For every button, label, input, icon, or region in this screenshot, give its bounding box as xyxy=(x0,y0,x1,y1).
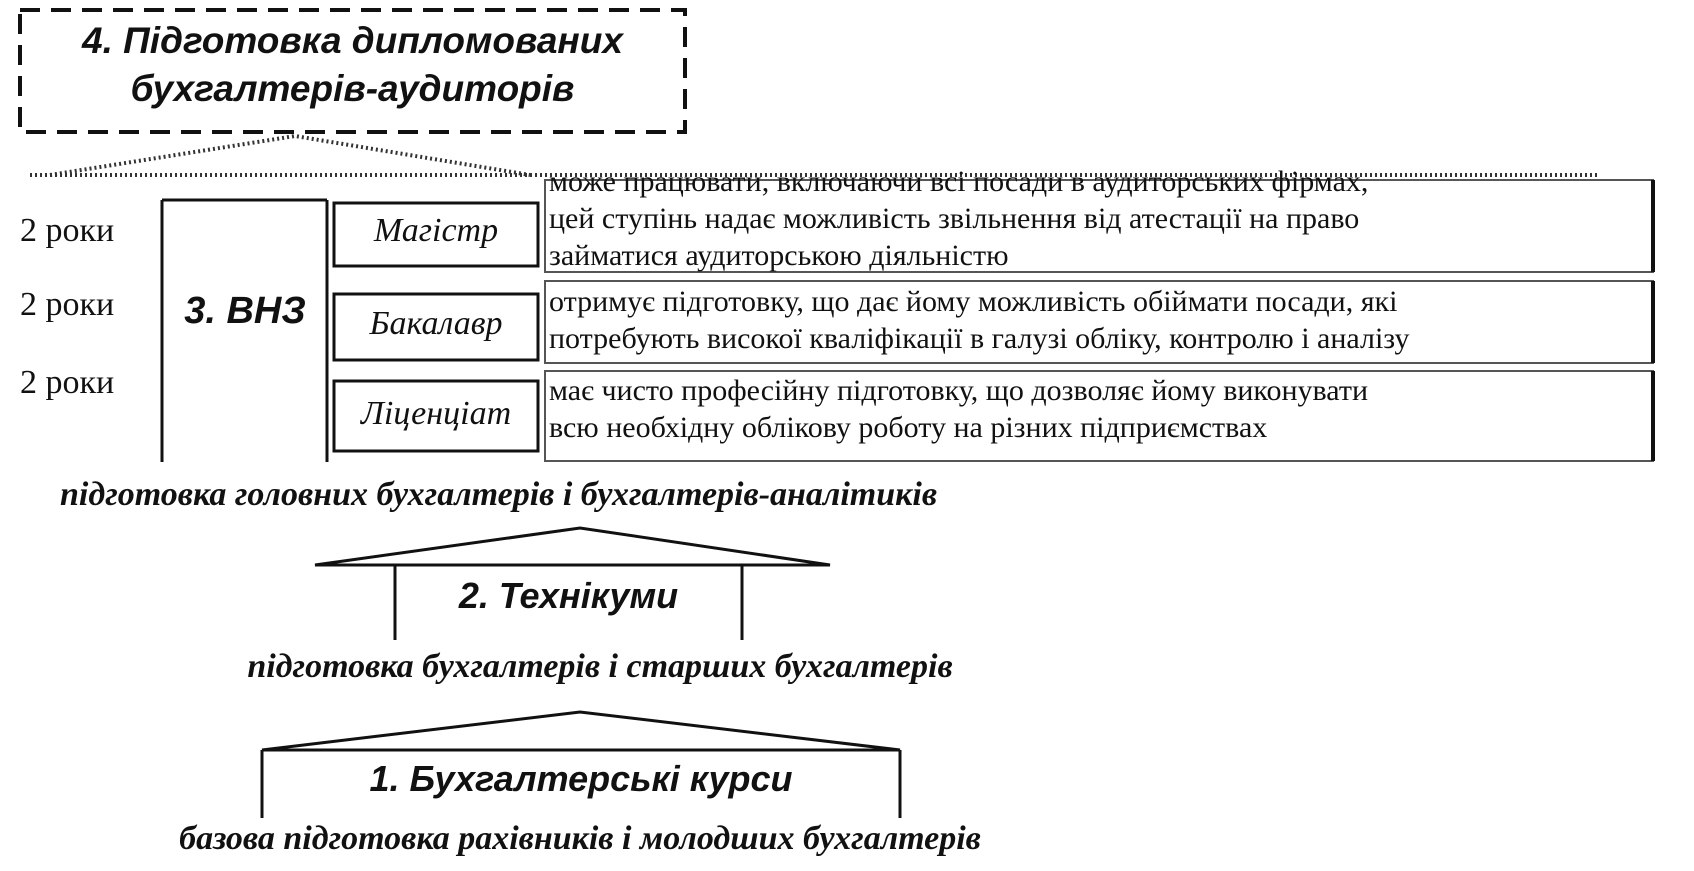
level4-title-line2: бухгалтерів-аудиторів xyxy=(130,68,575,109)
degree-name-bachelor: Бакалавр xyxy=(369,305,503,342)
desc-line: отримує підготовку, що дає йому можливість обіймати посади, які xyxy=(549,285,1398,318)
level1-caption: базова підготовка рахівників і молодших бухгалтерів xyxy=(179,820,981,857)
years-label-licentiate: 2 роки xyxy=(20,364,115,401)
level1-roof xyxy=(262,712,900,750)
desc-line: всю необхідну облікову роботу на різних підприємствах xyxy=(549,411,1268,444)
degree-name-licentiate: Ліценціат xyxy=(360,395,512,432)
desc-master xyxy=(549,163,1649,274)
desc-bachelor xyxy=(549,283,1649,357)
desc-licentiate xyxy=(549,372,1649,446)
desc-line: може працювати, включаючи всі посади в аудиторських фірмах, xyxy=(549,165,1369,198)
dotted-roof-peak xyxy=(50,136,530,175)
level2-roof xyxy=(315,528,830,565)
level3-title: 3. ВНЗ xyxy=(184,290,306,332)
desc-line: має чисто професійну підготовку, що дозволяє йому виконувати xyxy=(549,374,1368,407)
level2-title: 2. Технікуми xyxy=(458,575,679,616)
level2-caption: підготовка бухгалтерів і старших бухгалтерів xyxy=(247,648,953,685)
level4-title-line1: 4. Підготовка дипломованих xyxy=(82,20,623,61)
desc-line: займатися аудиторською діяльністю xyxy=(549,239,1009,272)
level3-caption: підготовка головних бухгалтерів і бухгалтерів-аналітиків xyxy=(60,476,938,513)
degree-name-master: Магістр xyxy=(373,212,499,249)
level1-title: 1. Бухгалтерські курси xyxy=(369,758,793,799)
years-label-master: 2 роки xyxy=(20,212,115,249)
desc-line: цей ступінь надає можливість звільнення від атестації на право xyxy=(549,202,1360,235)
years-label-bachelor: 2 роки xyxy=(20,286,115,323)
desc-line: потребують високої кваліфікації в галузі обліку, контролю і аналізу xyxy=(549,322,1410,355)
